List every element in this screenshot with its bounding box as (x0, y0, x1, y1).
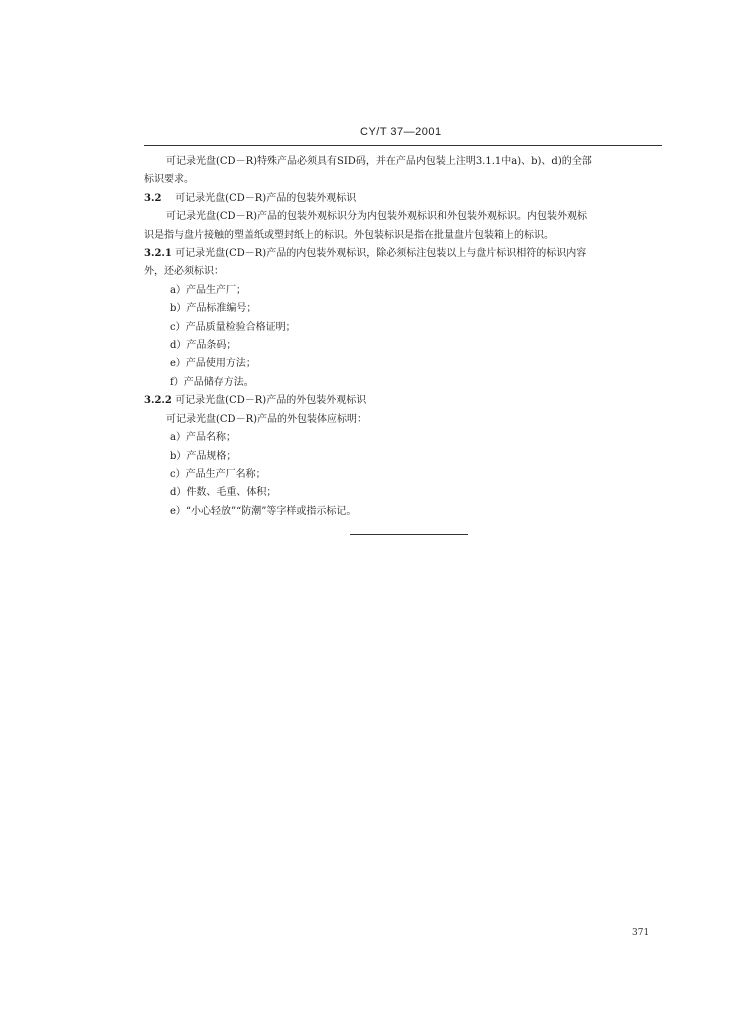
paragraph-line: 标识要求。 (144, 174, 194, 186)
section-heading-3-2-1 (144, 245, 666, 263)
list-item: e）“小心轻放”“防潮”等字样或指示标记。 (170, 505, 357, 517)
paragraph-line: 可记录光盘(CD－R)产品的外包装体应标明： (166, 413, 368, 425)
header-rule (144, 145, 662, 146)
paragraph-line: 可记录光盘(CD－R)特殊产品必须具有SID码，并在产品内包装上注明3.1.1中a)、b)、d)的全部 (166, 156, 592, 167)
paragraph-line: 外，还必须标识： (144, 266, 224, 278)
section-heading-3-2-2 (144, 392, 666, 410)
list-item: f）产品储存方法。 (170, 376, 254, 388)
list-item: a）产品名称； (170, 432, 236, 444)
list-item: c）产品质量检验合格证明； (170, 321, 296, 333)
section-text: 可记录光盘(CD－R)产品的内包装外观标识，除必须标注包装以上与盘片标识相符的标识内容 (175, 248, 587, 260)
list-item: b）产品标准编号； (170, 303, 257, 315)
list-item: b）产品规格； (170, 450, 237, 462)
section-number: 3.2.1 (144, 248, 172, 260)
paragraph-line: 识是指与盘片接触的塑盖纸或塑封纸上的标识。外包装标识是指在批量盘片包装箱上的标识。 (144, 229, 554, 241)
list-item: d）产品条码； (170, 340, 237, 352)
section-number: 3.2 (144, 192, 162, 204)
list-item: a）产品生产厂； (170, 284, 246, 296)
standard-code-header: CY/T 37—2001 (360, 126, 442, 138)
section-number: 3.2.2 (144, 395, 172, 407)
page-number: 371 (632, 928, 650, 938)
section-title: 可记录光盘(CD－R)产品的包装外观标识 (175, 192, 357, 204)
document-body (144, 153, 666, 521)
section-title: 可记录光盘(CD－R)产品的外包装外观标识 (175, 395, 367, 407)
end-of-section-rule (350, 534, 468, 535)
list-item: c）产品生产厂名称； (170, 468, 266, 480)
list-item: d）件数、毛重、体积； (170, 487, 277, 499)
paragraph-line: 可记录光盘(CD－R)产品的包装外观标识分为内包装外观标识和外包装外观标识。内包装外观标 (166, 211, 588, 223)
section-heading-3-2 (144, 190, 666, 208)
list-item: e）产品使用方法； (170, 358, 256, 370)
